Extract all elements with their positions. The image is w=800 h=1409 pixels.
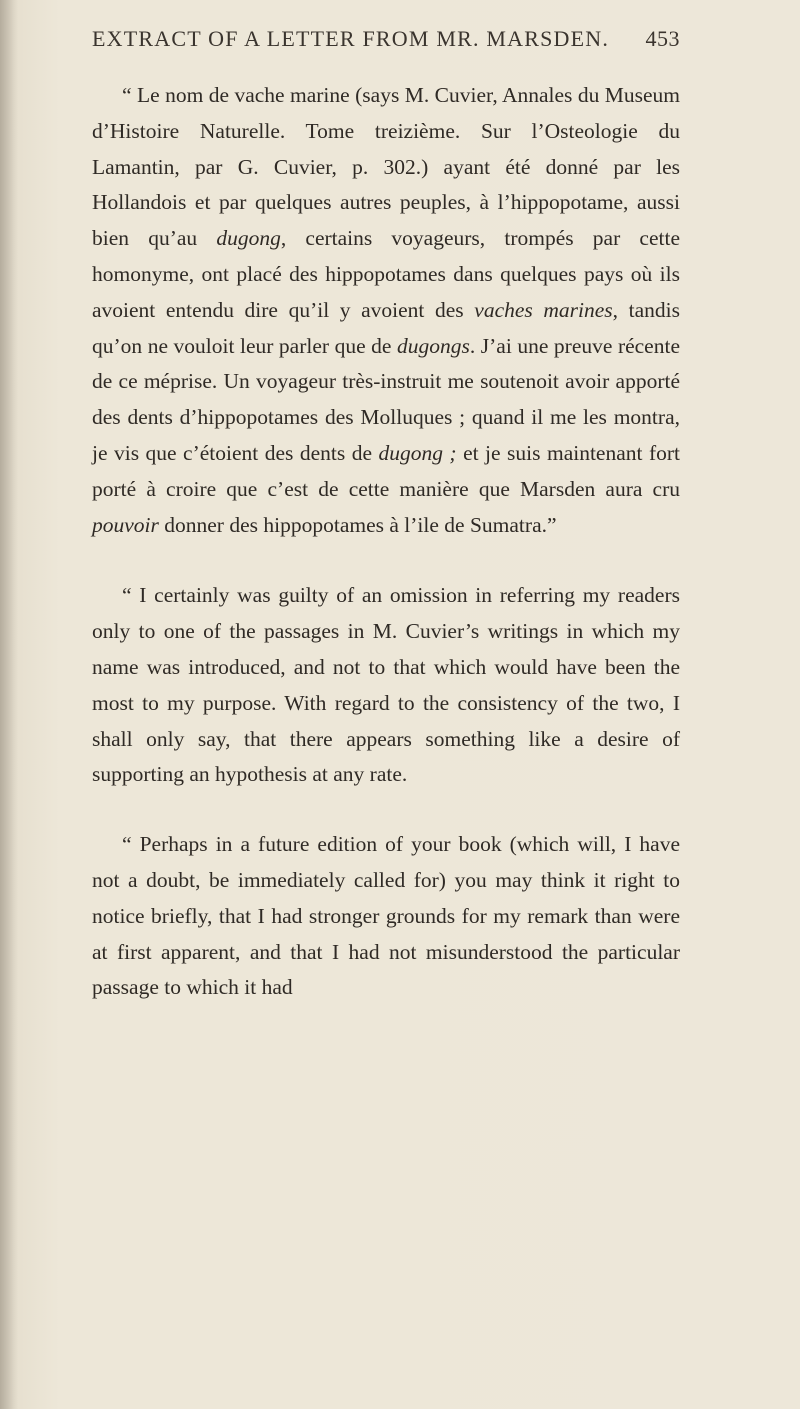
- text-segment: . J’ai une preuve récente de ce méprise. Un voyageur très-instruit me soutenoit avoir apporté des dents d’hippopotames des Molluques ; quand il me les montra, je vis que c’étoient des dents de: [92, 333, 680, 465]
- text-segment: , certains voyageurs, trompés par cette homonyme, ont placé des hippopotames dans quelques pays où ils avoient entendu dire qu’il y avoient des: [92, 226, 681, 322]
- paragraph-omission: “ I certainly was guilty of an omission in referring my readers only to one of the passages in M. Cuvier’s writings in which my name was introduced, and not to that which would have been the most to my purpose. With regard to the consistency of the two, I shall only say, that there appears something like a desire of supporting an hypothesis at any rate.: [92, 583, 680, 787]
- binding-shadow: [0, 0, 18, 1409]
- italic-term: dugongs: [396, 333, 470, 358]
- italic-term: vaches marines: [474, 297, 613, 322]
- body-text: [92, 78, 680, 1006]
- text-segment: “ Le nom de vache marine (says M. Cuvier, Annales du Museum d’Histoire Naturelle. Tome treizième. Sur l’Osteologie du Lamantin, par G. Cuvier, p. 302.) ayant été donné par les Hollandois et par quelques autres peuples, à l’hippopotame, aussi bien qu’au: [92, 83, 680, 251]
- italic-term: pouvoir: [92, 512, 159, 537]
- text-segment: et je suis maintenant fort porté à croire que c’est de cette manière que Marsden aura cru: [92, 440, 680, 501]
- paragraph-cuvier-quote: [92, 78, 680, 543]
- italic-term: dugong ;: [378, 440, 457, 465]
- italic-term: dugong: [216, 226, 281, 251]
- running-title: EXTRACT OF A LETTER FROM MR. MARSDEN.: [92, 26, 610, 51]
- text-segment: , tandis qu’on ne vouloit leur parler que de: [92, 297, 680, 358]
- text-segment: donner des hippopotames à l’ile de Sumatra.”: [158, 512, 557, 537]
- running-header: [92, 26, 680, 52]
- paragraph-future-edition: “ Perhaps in a future edition of your book (which will, I have not a doubt, be immediately called for) you may think it right to notice briefly, that I had stronger grounds for my remark than were at first apparent, and that I had not misunderstood the particular passage to which it had: [92, 832, 680, 1000]
- page-number: 453: [645, 26, 680, 51]
